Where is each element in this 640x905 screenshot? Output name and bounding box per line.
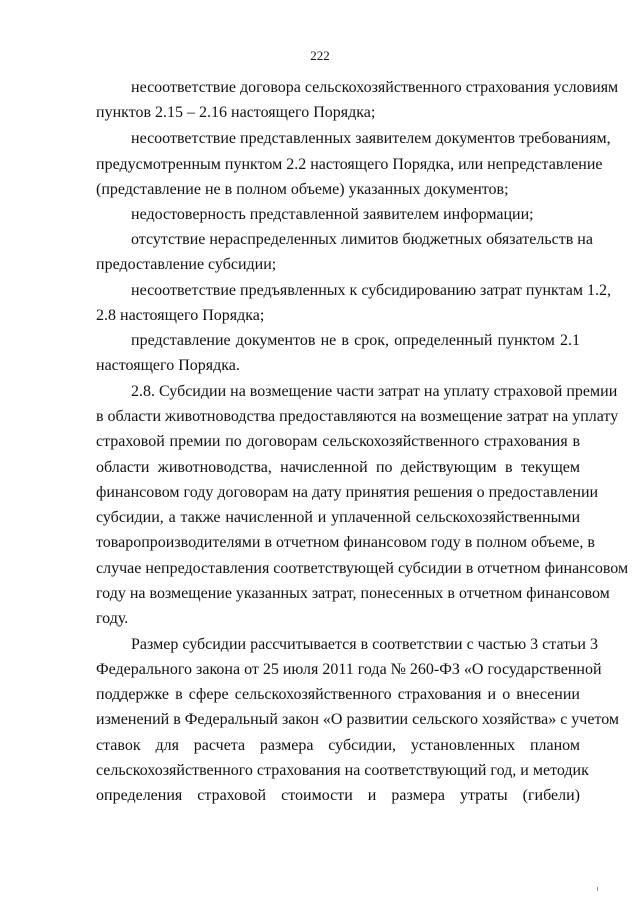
text-line: Размер субсидии рассчитывается в соответствии с частью 3 статьи 3: [131, 636, 598, 653]
text-line: сельскохозяйственного страхования на соответствующий год, и методик: [96, 762, 589, 779]
text-line: отсутствие нераспределенных лимитов бюджетных обязательств на: [131, 231, 593, 248]
text-line: поддержке в сфере сельскохозяйственного страхования и о внесении: [96, 686, 580, 703]
text-line: товаропроизводителями в отчетном финансовом году в полном объеме, в: [96, 534, 595, 551]
text-line: случае непредоставления соответствующей субсидии в отчетном финансовом: [96, 560, 629, 577]
page-number: 222: [310, 48, 330, 63]
text-line: предусмотренным пунктом 2.2 настоящего Порядка, или непредставление: [96, 156, 603, 173]
text-line: недостоверность представленной заявителем информации;: [131, 206, 534, 223]
scan-mark: [597, 887, 598, 891]
text-line: субсидии, а также начисленной и уплаченной сельскохозяйственными: [96, 509, 580, 526]
text-line: несоответствие предъявленных к субсидированию затрат пунктам 1.2,: [131, 282, 611, 299]
text-line: 2.8. Субсидии на возмещение части затрат на уплату страховой премии: [131, 383, 618, 400]
text-line: Федерального закона от 25 июля 2011 года № 260-ФЗ «О государственной: [96, 661, 602, 678]
text-line: несоответствие представленных заявителем документов требованиям,: [131, 130, 611, 147]
text-line: ставок для расчета размера субсидии, установленных планом: [96, 737, 580, 754]
text-line: пунктов 2.15 – 2.16 настоящего Порядка;: [96, 104, 376, 121]
text-line: финансовом году договорам на дату принятия решения о предоставлении: [96, 484, 599, 501]
text-line: настоящего Порядка.: [96, 357, 240, 374]
text-line: в области животноводства предоставляются на возмещение затрат на уплату: [96, 408, 619, 425]
text-line: 2.8 настоящего Порядка;: [96, 307, 265, 324]
text-line: страховой премии по договорам сельскохозяйственного страхования в: [96, 433, 580, 450]
text-line: несоответствие договора сельскохозяйственного страхования условиям: [131, 79, 619, 96]
text-line: году.: [96, 610, 129, 627]
text-line: году на возмещение указанных затрат, понесенных в отчетном финансовом: [96, 585, 610, 602]
text-line: области животноводства, начисленной по действующим в текущем: [96, 459, 580, 476]
text-line: представление документов не в срок, определенный пунктом 2.1: [131, 332, 580, 349]
text-line: изменений в Федеральный закон «О развитии сельского хозяйства» с учетом: [96, 711, 620, 728]
text-line: определения страховой стоимости и размера утраты (гибели): [96, 787, 580, 804]
text-line: предоставление субсидии;: [96, 256, 277, 273]
text-line: (представление не в полном объеме) указанных документов;: [96, 181, 509, 198]
